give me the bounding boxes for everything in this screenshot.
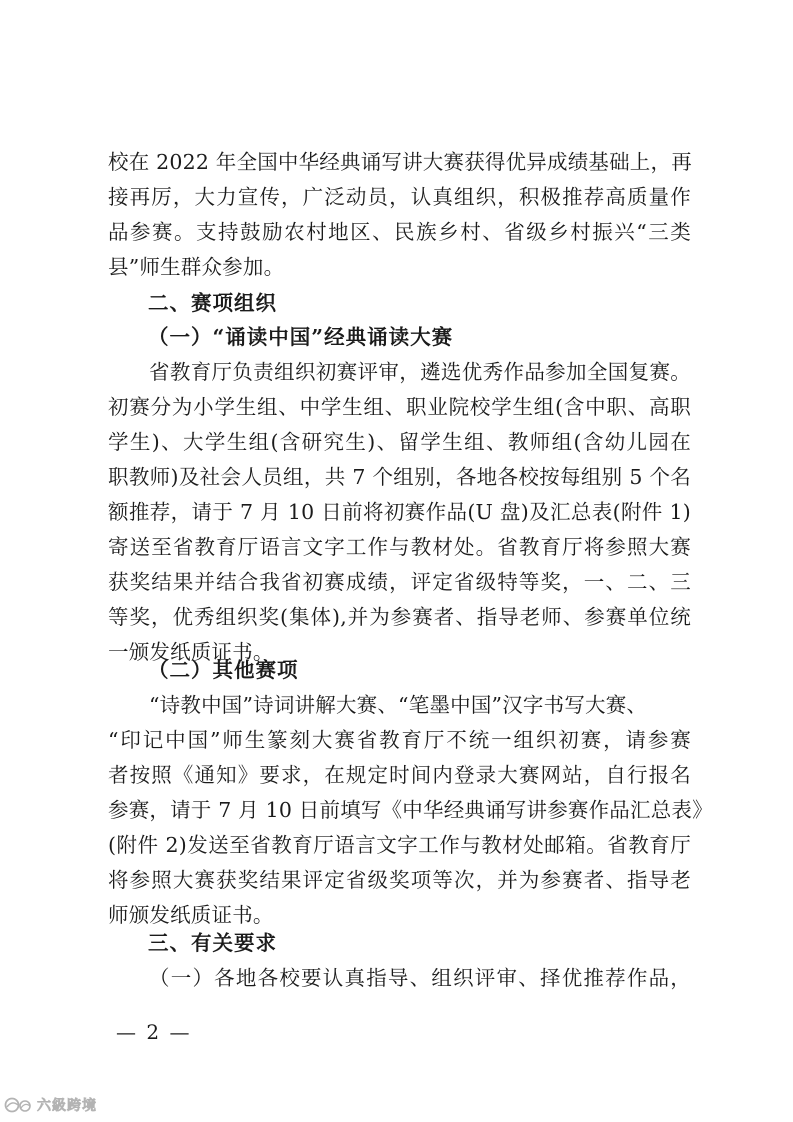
- paragraph-line: 者按照《通知》要求，在规定时间内登录大赛网站，自行报名: [108, 763, 691, 787]
- paragraph-line: 校在 2022 年全国中华经典诵写讲大赛获得优异成绩基础上，再: [108, 150, 692, 174]
- paragraph-line: “印记中国”师生篆刻大赛省教育厅不统一组织初赛，请参赛: [108, 728, 691, 752]
- paragraph-line: 初赛分为小学生组、中学生组、职业院校学生组(含中职、高职: [108, 395, 691, 419]
- section-heading-three: 三、有关要求: [148, 931, 277, 955]
- watermark-text: 六級跨境: [37, 1098, 97, 1114]
- paragraph-line: 获奖结果并结合我省初赛成绩，评定省级特等奖，一、二、三: [108, 570, 691, 594]
- paragraph-line: 一颁发纸质证书。: [108, 640, 274, 664]
- paragraph-line: 职教师)及社会人员组，共 7 个组别，各地各校按每组别 5 个名: [108, 465, 691, 489]
- paragraph-line: （一）各地各校要认真指导、组织评审、择优推荐作品，: [149, 966, 691, 990]
- paragraph-line: 额推荐，请于 7 月 10 日前将初赛作品(U 盘)及汇总表(附件 1): [108, 500, 691, 524]
- section-heading-two: 二、赛项组织: [148, 291, 277, 315]
- globe-swirl-icon: [4, 1096, 34, 1114]
- paragraph-line: 县”师生群众参加。: [108, 255, 285, 279]
- paragraph-line: “诗教中国”诗词讲解大赛、“笔墨中国”汉字书写大赛、: [149, 693, 648, 717]
- paragraph-line: 等奖，优秀组织奖(集体),并为参赛者、指导老师、参赛单位统: [108, 605, 691, 629]
- subsection-heading-one: （一）“诵读中国”经典诵读大赛: [148, 325, 454, 349]
- paragraph-line: 师颁发纸质证书。: [108, 903, 274, 927]
- paragraph-line: 接再厉，大力宣传，广泛动员，认真组织，积极推荐高质量作: [108, 185, 691, 209]
- paragraph-line: 省教育厅负责组织初赛评审，遴选优秀作品参加全国复赛。: [149, 360, 691, 384]
- watermark: [4, 1093, 97, 1117]
- paragraph-line: 品参赛。支持鼓励农村地区、民族乡村、省级乡村振兴“三类: [108, 220, 691, 244]
- subsection-heading-two: （二）其他赛项: [148, 658, 299, 682]
- paragraph-line: 寄送至省教育厅语言文字工作与教材处。省教育厅将参照大赛: [108, 535, 691, 559]
- paragraph-line: 参赛，请于 7 月 10 日前填写《中华经典诵写讲参赛作品汇总表》: [108, 798, 713, 822]
- page-number: — 2 —: [116, 1020, 192, 1044]
- paragraph-line: 将参照大赛获奖结果评定省级奖项等次，并为参赛者、指导老: [108, 868, 691, 892]
- paragraph-line: 学生)、大学生组(含研究生)、留学生组、教师组(含幼儿园在: [108, 430, 691, 454]
- paragraph-line: (附件 2)发送至省教育厅语言文字工作与教材处邮箱。省教育厅: [108, 833, 691, 857]
